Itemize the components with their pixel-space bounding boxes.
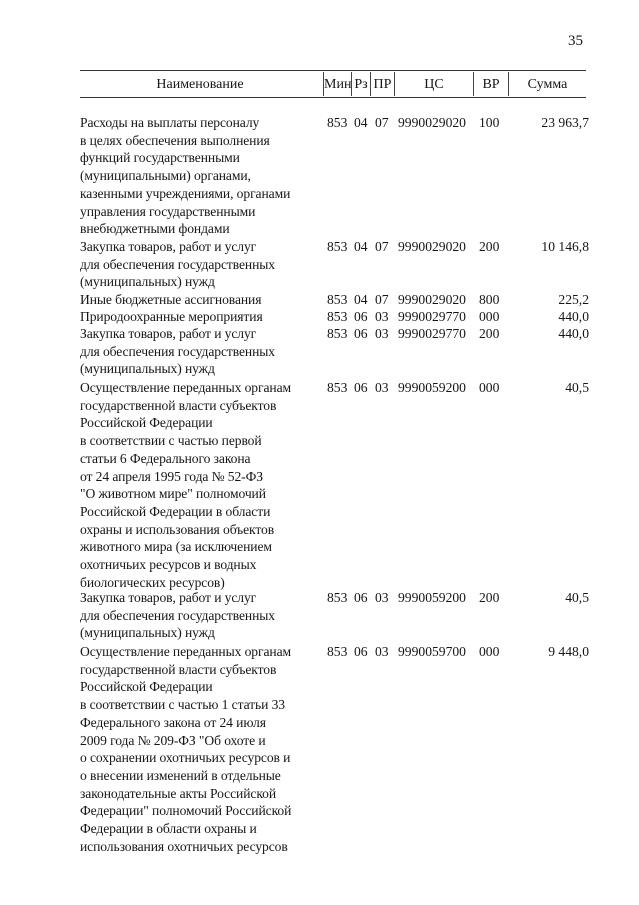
row-name <box>80 114 320 238</box>
row-pr: 07 <box>375 292 389 307</box>
row-min: 853 <box>327 590 348 605</box>
row-min: 853 <box>327 380 348 395</box>
row-name-line: (муниципальных) нужд <box>80 625 215 641</box>
row-name-line: Осуществление переданных органам <box>80 380 292 395</box>
row-sum: 23 963,7 <box>541 115 589 130</box>
row-name <box>80 643 320 855</box>
row-name-line: (муниципальных) нужд <box>80 274 215 290</box>
row-name-line: государственной власти субъектов <box>80 397 277 413</box>
row-name-line: Федерации" полномочий Российской <box>80 803 292 819</box>
row-name-line: охраны и использования объектов <box>80 521 275 537</box>
row-min: 853 <box>327 292 348 307</box>
row-name-line: в соответствии с частью 1 статьи 33 <box>80 697 285 713</box>
row-name <box>80 308 320 326</box>
row-name <box>80 379 320 591</box>
row-pr: 07 <box>375 239 389 254</box>
row-pr: 03 <box>375 326 389 341</box>
header-cs: ЦС <box>424 77 444 92</box>
row-min: 853 <box>327 239 348 254</box>
row-name-line: животного мира (за исключением <box>80 539 272 555</box>
row-name-line: Расходы на выплаты персоналу <box>80 115 260 130</box>
row-name-line: Иные бюджетные ассигнования <box>80 292 262 307</box>
header-name: Наименование <box>156 77 244 92</box>
row-rz: 06 <box>354 380 368 395</box>
row-name-line: Российской Федерации <box>80 415 213 431</box>
row-name-line: Природоохранные мероприятия <box>80 309 263 324</box>
row-sum: 9 448,0 <box>548 644 589 659</box>
row-name-line: Закупка товаров, работ и услуг <box>80 326 257 341</box>
row-cs: 9990029020 <box>398 115 466 130</box>
table-top-rule <box>80 70 586 71</box>
row-name <box>80 325 320 378</box>
row-pr: 03 <box>375 309 389 324</box>
row-name-line: Закупка товаров, работ и услуг <box>80 239 257 254</box>
row-cs: 9990029020 <box>398 292 466 307</box>
row-min: 853 <box>327 309 348 324</box>
row-name-line: для обеспечения государственных <box>80 607 275 623</box>
row-name-line: управления государственными <box>80 203 256 219</box>
row-name-line: законодательные акты Российской <box>80 785 277 801</box>
row-sum: 40,5 <box>565 590 589 605</box>
row-rz: 04 <box>354 115 368 130</box>
row-name-line: Российской Федерации <box>80 679 213 695</box>
row-name-line: внебюджетными фондами <box>80 221 230 237</box>
row-name-line: охотничьих ресурсов и водных <box>80 557 257 573</box>
row-name-line: Закупка товаров, работ и услуг <box>80 590 257 605</box>
row-vr: 100 <box>479 115 500 130</box>
row-sum: 10 146,8 <box>541 239 589 254</box>
row-name-line: государственной власти субъектов <box>80 661 277 677</box>
row-name <box>80 589 320 642</box>
row-pr: 03 <box>375 644 389 659</box>
row-rz: 06 <box>354 309 368 324</box>
row-vr: 200 <box>479 326 500 341</box>
row-vr: 800 <box>479 292 500 307</box>
row-name-line: Российской Федерации в области <box>80 503 271 519</box>
row-min: 853 <box>327 115 348 130</box>
row-vr: 200 <box>479 590 500 605</box>
row-cs: 9990059200 <box>398 590 466 605</box>
row-cs: 9990029770 <box>398 326 466 341</box>
row-name-line: 2009 года № 209-ФЗ "Об охоте и <box>80 732 266 748</box>
row-name-line: для обеспечения государственных <box>80 343 275 359</box>
row-sum: 440,0 <box>558 309 589 324</box>
row-cs: 9990059200 <box>398 380 466 395</box>
header-pr: ПР <box>373 77 392 92</box>
row-name-line: казенными учреждениями, органами <box>80 185 291 201</box>
row-name-line: использования охотничьих ресурсов <box>80 838 288 854</box>
row-name-line: Федерального закона от 24 июля <box>80 714 266 730</box>
row-name-line: Федерации в области охраны и <box>80 821 257 837</box>
row-vr: 200 <box>479 239 500 254</box>
row-name-line: Осуществление переданных органам <box>80 644 292 659</box>
row-rz: 04 <box>354 239 368 254</box>
row-name <box>80 238 320 291</box>
row-vr: 000 <box>479 644 500 659</box>
row-sum: 440,0 <box>558 326 589 341</box>
row-name-line: "О животном мире" полномочий <box>80 486 266 502</box>
row-name <box>80 291 320 309</box>
row-name-line: о внесении изменений в отдельные <box>80 767 281 783</box>
row-cs: 9990029020 <box>398 239 466 254</box>
row-name-line: от 24 апреля 1995 года № 52-ФЗ <box>80 468 263 484</box>
row-rz: 06 <box>354 326 368 341</box>
row-name-line: в соответствии с частью первой <box>80 433 262 449</box>
row-name-line: (муниципальных) нужд <box>80 361 215 377</box>
row-name-line: о сохранении охотничьих ресурсов и <box>80 750 291 766</box>
header-sum: Сумма <box>527 77 568 92</box>
row-name-line: (муниципальными) органами, <box>80 168 251 184</box>
row-name-line: для обеспечения государственных <box>80 256 275 272</box>
row-pr: 03 <box>375 590 389 605</box>
header-vr: ВР <box>482 77 500 92</box>
row-sum: 225,2 <box>558 292 589 307</box>
page-number: 35 <box>568 33 583 49</box>
header-min: Мин <box>324 77 352 92</box>
row-rz: 04 <box>354 292 368 307</box>
row-rz: 06 <box>354 590 368 605</box>
row-cs: 9990029770 <box>398 309 466 324</box>
row-min: 853 <box>327 326 348 341</box>
row-name-line: функций государственными <box>80 150 240 166</box>
table-header-rule <box>80 97 586 98</box>
row-name-line: в целях обеспечения выполнения <box>80 132 270 148</box>
row-pr: 07 <box>375 115 389 130</box>
row-pr: 03 <box>375 380 389 395</box>
row-cs: 9990059700 <box>398 644 466 659</box>
row-vr: 000 <box>479 309 500 324</box>
row-min: 853 <box>327 644 348 659</box>
row-rz: 06 <box>354 644 368 659</box>
row-name-line: биологических ресурсов) <box>80 574 225 590</box>
row-name-line: статьи 6 Федерального закона <box>80 450 251 466</box>
row-sum: 40,5 <box>565 380 589 395</box>
row-vr: 000 <box>479 380 500 395</box>
header-rz: Рз <box>354 77 368 92</box>
